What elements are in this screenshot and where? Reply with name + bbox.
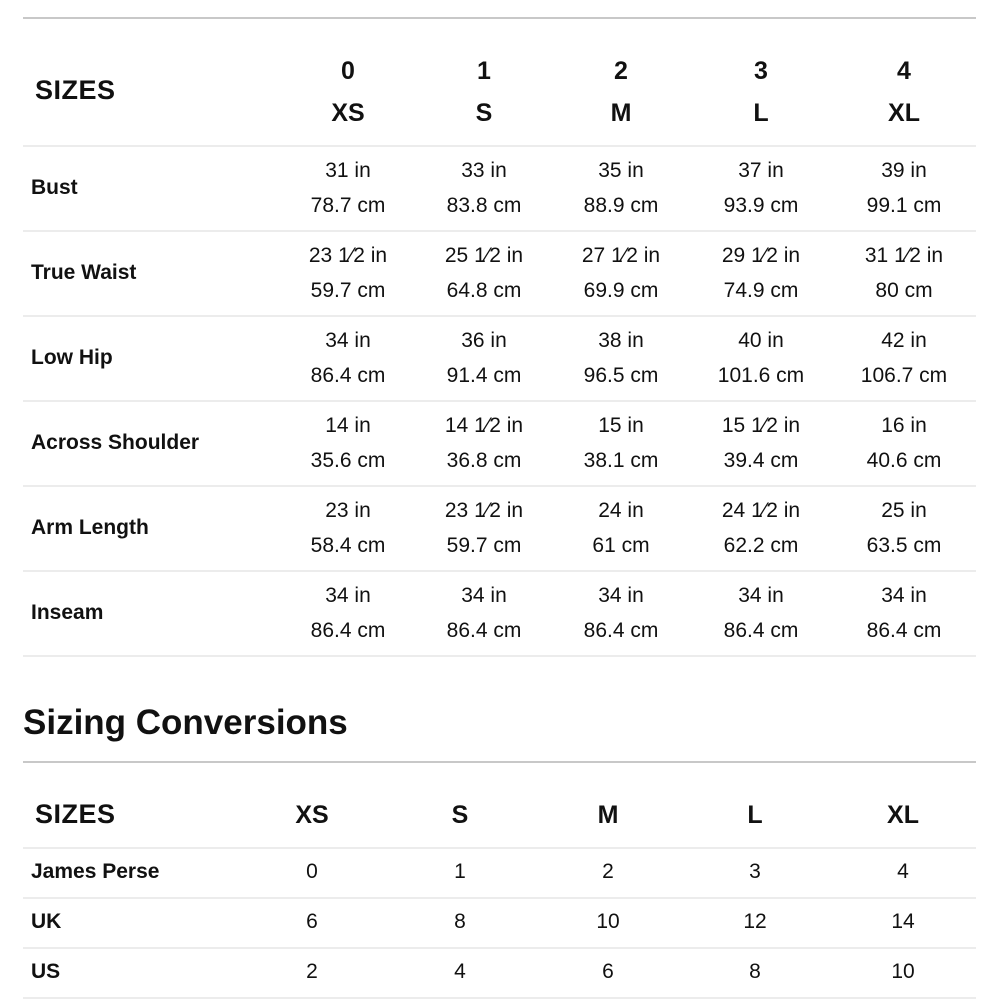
conversion-row-us [23, 949, 976, 999]
row-label: US [31, 960, 61, 983]
value-cm: 58.4 cm [310, 534, 386, 557]
measurement-row-arm-length [23, 487, 976, 572]
conversion-value: 10 [596, 910, 620, 933]
value-in: 42 in [881, 329, 927, 352]
conversion-value: 4 [897, 860, 909, 883]
value-in: 34 in [881, 584, 927, 607]
value-in: 24 in [598, 499, 644, 522]
conversion-value: 6 [306, 910, 318, 933]
conversion-value: 2 [306, 960, 318, 983]
row-label: True Waist [31, 261, 137, 284]
value-in: 39 in [881, 159, 927, 182]
size-letter-s: S [451, 801, 469, 829]
measurement-row-low-hip [23, 317, 976, 402]
value-cm: 59.7 cm [310, 279, 386, 302]
size-letter-l: L [753, 99, 769, 127]
value-cm: 93.9 cm [723, 194, 799, 217]
value-in: 38 in [598, 329, 644, 352]
value-cm: 62.2 cm [723, 534, 799, 557]
size-letter-xs: XS [331, 99, 365, 127]
size-letter-m: M [597, 801, 619, 829]
value-cm: 86.4 cm [310, 619, 386, 642]
value-cm: 88.9 cm [583, 194, 659, 217]
value-cm: 35.6 cm [310, 449, 386, 472]
conversion-row-uk [23, 899, 976, 949]
value-in: 23 1⁄2 in [444, 499, 524, 522]
measurement-row-across-shoulder [23, 402, 976, 487]
value-in: 36 in [461, 329, 507, 352]
value-cm: 80 cm [875, 279, 933, 302]
value-cm: 96.5 cm [583, 364, 659, 387]
value-in: 34 in [325, 584, 371, 607]
size-number-1: 1 [477, 57, 491, 85]
value-in: 15 in [598, 414, 644, 437]
conversion-value: 6 [602, 960, 614, 983]
conversion-value: 3 [749, 860, 761, 883]
size-letter-xl: XL [887, 801, 919, 829]
value-cm: 86.4 cm [446, 619, 522, 642]
sizing-conversions-title: Sizing Conversions [23, 703, 348, 742]
size-number-4: 4 [897, 57, 911, 85]
conversion-value: 14 [891, 910, 915, 933]
value-cm: 106.7 cm [860, 364, 948, 387]
value-in: 25 1⁄2 in [444, 244, 524, 267]
conversion-value: 8 [454, 910, 466, 933]
value-cm: 78.7 cm [310, 194, 386, 217]
value-in: 40 in [738, 329, 784, 352]
value-in: 35 in [598, 159, 644, 182]
row-label: Low Hip [31, 346, 113, 369]
value-in: 31 in [325, 159, 371, 182]
value-in: 25 in [881, 499, 927, 522]
value-cm: 83.8 cm [446, 194, 522, 217]
measurement-row-inseam [23, 572, 976, 657]
value-cm: 86.4 cm [583, 619, 659, 642]
size-letter-l: L [747, 801, 763, 829]
row-label: Bust [31, 176, 78, 199]
measurement-row-bust [23, 147, 976, 232]
value-cm: 61 cm [592, 534, 650, 557]
conversion-value: 12 [743, 910, 767, 933]
row-label: Across Shoulder [31, 431, 200, 454]
value-in: 14 1⁄2 in [444, 414, 524, 437]
size-letter-xs: XS [295, 801, 329, 829]
value-cm: 99.1 cm [866, 194, 942, 217]
row-label: UK [31, 910, 62, 933]
cropped-title-fragment [262, 0, 282, 2]
value-in: 24 1⁄2 in [721, 499, 801, 522]
value-in: 34 in [738, 584, 784, 607]
size-chart-table [23, 19, 976, 657]
row-label: Arm Length [31, 516, 149, 539]
value-in: 33 in [461, 159, 507, 182]
value-cm: 74.9 cm [723, 279, 799, 302]
value-in: 23 in [325, 499, 371, 522]
value-in: 27 1⁄2 in [581, 244, 661, 267]
value-cm: 91.4 cm [446, 364, 522, 387]
conversion-value: 0 [306, 860, 318, 883]
size-letter-xl: XL [888, 99, 920, 127]
value-cm: 69.9 cm [583, 279, 659, 302]
conversion-value: 1 [454, 860, 466, 883]
conversion-value: 2 [602, 860, 614, 883]
value-in: 37 in [738, 159, 784, 182]
value-in: 34 in [461, 584, 507, 607]
value-cm: 36.8 cm [446, 449, 522, 472]
size-chart-header [23, 19, 976, 147]
value-in: 34 in [325, 329, 371, 352]
conversion-row-james-perse [23, 849, 976, 899]
value-cm: 101.6 cm [717, 364, 805, 387]
value-cm: 63.5 cm [866, 534, 942, 557]
value-in: 34 in [598, 584, 644, 607]
value-in: 29 1⁄2 in [721, 244, 801, 267]
sizes-header-label: SIZES [35, 75, 116, 105]
size-letter-s: S [475, 99, 493, 127]
value-in: 31 1⁄2 in [864, 244, 944, 267]
value-in: 15 1⁄2 in [721, 414, 801, 437]
size-number-0: 0 [341, 57, 355, 85]
conversion-value: 8 [749, 960, 761, 983]
size-number-3: 3 [754, 57, 768, 85]
conversion-value: 10 [891, 960, 915, 983]
sizing-conversions-table [23, 763, 976, 999]
value-in: 16 in [881, 414, 927, 437]
size-letter-m: M [610, 99, 632, 127]
measurement-row-true-waist [23, 232, 976, 317]
sizes-header-label: SIZES [35, 799, 116, 829]
value-cm: 39.4 cm [723, 449, 799, 472]
value-cm: 38.1 cm [583, 449, 659, 472]
value-cm: 86.4 cm [866, 619, 942, 642]
conversion-value: 4 [454, 960, 466, 983]
value-cm: 40.6 cm [866, 449, 942, 472]
size-number-2: 2 [614, 57, 628, 85]
value-in: 14 in [325, 414, 371, 437]
row-label: Inseam [31, 601, 104, 624]
value-in: 23 1⁄2 in [308, 244, 388, 267]
value-cm: 59.7 cm [446, 534, 522, 557]
conversions-header [23, 763, 976, 849]
row-label: James Perse [31, 860, 160, 883]
value-cm: 64.8 cm [446, 279, 522, 302]
value-cm: 86.4 cm [723, 619, 799, 642]
value-cm: 86.4 cm [310, 364, 386, 387]
